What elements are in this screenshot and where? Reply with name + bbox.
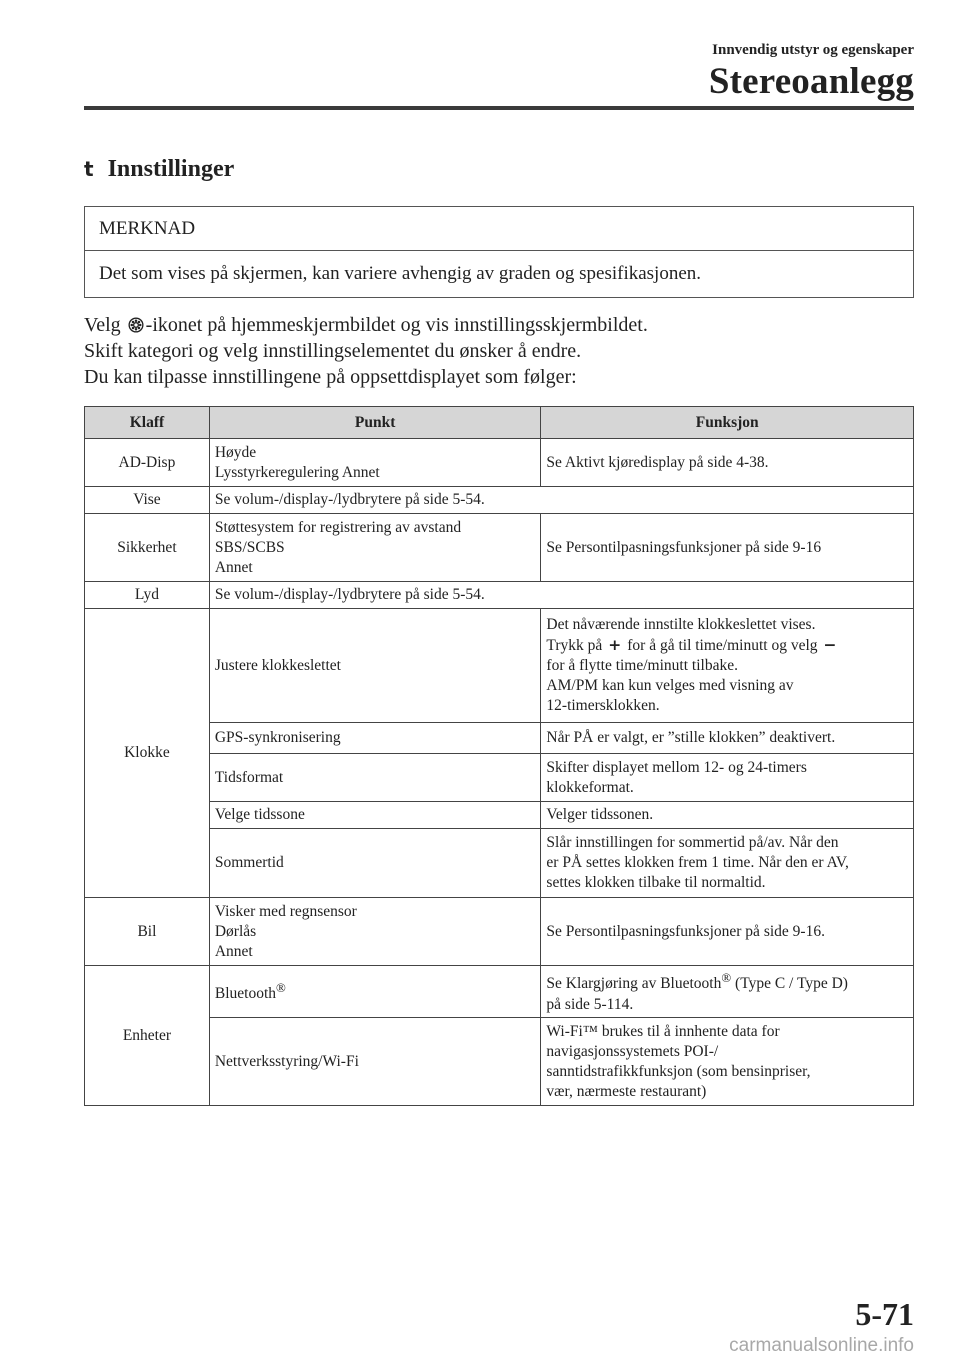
item-cell: Velge tidssone	[209, 802, 541, 829]
function-cell: Se Persontilpasningsfunksjoner på side 9-16.	[541, 898, 914, 966]
settings-table	[84, 406, 914, 1106]
function-cell	[541, 754, 914, 802]
column-header-funksjon: Funksjon	[541, 407, 914, 439]
item-cell	[209, 898, 541, 966]
intro-line-1-before: Velg	[84, 314, 126, 336]
function-line: settes klokken tilbake til normaltid.	[546, 874, 766, 891]
item-line: Annet	[214, 558, 253, 576]
function-cell	[541, 829, 914, 898]
intro-line-1-after: -ikonet på hjemmeskjermbildet og vis innstillingsskjermbildet.	[145, 314, 648, 336]
item-cell: Sommertid	[209, 829, 541, 898]
function-line: navigasjonssystemets POI-/	[546, 1042, 719, 1060]
function-line	[546, 635, 908, 656]
function-line: Wi-Fi™ brukes til å innhente data for	[546, 1022, 780, 1040]
function-cell: Velger tidssonen.	[541, 802, 914, 829]
item-text: Bluetooth	[214, 985, 276, 1003]
table-row	[85, 487, 914, 514]
table-row	[85, 754, 914, 802]
function-line: Slår innstillingen for sommertid på/av. Når den	[546, 834, 839, 851]
function-cell	[541, 609, 914, 723]
page-number: 5-71	[855, 1296, 914, 1332]
item-cell: Tidsformat	[209, 754, 541, 802]
function-cell: Når PÅ er valgt, er ”stille klokken” deaktivert.	[541, 723, 914, 754]
function-cell	[541, 966, 914, 1018]
registered-mark: ®	[276, 980, 286, 996]
function-line: klokkeformat.	[546, 778, 634, 796]
function-line	[546, 968, 908, 994]
item-cell: GPS-synkronisering	[209, 723, 541, 754]
tab-cell: Vise	[85, 487, 210, 514]
function-line: Det nåværende innstilte klokkeslettet vises.	[546, 616, 816, 633]
intro-line-3: Du kan tilpasse innstillingene på oppsettdisplayet som følger:	[84, 366, 577, 388]
tab-cell: Lyd	[85, 582, 210, 609]
section-marker: t	[84, 157, 94, 181]
note-text: Det som vises på skjermen, kan variere avhengig av graden og spesifikasjonen.	[99, 263, 702, 284]
intro-line-1	[84, 312, 648, 338]
section-heading	[84, 156, 234, 183]
item-line: Lysstyrkeregulering Annet	[214, 463, 380, 481]
merged-cell: Se volum-/display-/lydbrytere på side 5-54.	[209, 582, 913, 609]
item-cell: Nettverksstyring/Wi-Fi	[209, 1018, 541, 1106]
table-row	[85, 514, 914, 582]
item-cell: Justere klokkeslettet	[209, 609, 541, 723]
column-header-punkt: Punkt	[209, 407, 541, 439]
function-line: vær, nærmeste restaurant)	[546, 1082, 707, 1100]
function-cell: Se Aktivt kjøredisplay på side 4-38.	[541, 439, 914, 487]
item-cell	[209, 966, 541, 1018]
item-cell	[209, 514, 541, 582]
tab-cell: AD-Disp	[85, 439, 210, 487]
table-row	[85, 966, 914, 1018]
table-row	[85, 723, 914, 754]
note-heading: MERKNAD	[85, 207, 913, 251]
item-line: Visker med regnsensor	[214, 902, 357, 920]
item-line: Høyde	[214, 443, 257, 461]
function-cell	[541, 1018, 914, 1106]
tab-cell: Enheter	[85, 966, 210, 1106]
gear-icon	[127, 316, 145, 334]
section-title: Innstillinger	[107, 156, 235, 182]
minus-icon: −	[823, 636, 837, 654]
function-line: 12-timersklokken.	[546, 697, 660, 714]
function-line: sanntidstrafikkfunksjon (som bensinpriser,	[546, 1062, 811, 1080]
tab-cell: Bil	[85, 898, 210, 966]
function-line: er PÅ settes klokken frem 1 time. Når den er AV,	[546, 854, 849, 871]
table-row	[85, 898, 914, 966]
item-line: Annet	[214, 942, 253, 960]
header-rule	[84, 106, 914, 110]
function-line: Skifter displayet mellom 12- og 24-timers	[546, 758, 807, 776]
item-line: SBS/SCBS	[214, 538, 285, 556]
table-header-row	[85, 407, 914, 439]
tab-cell: Klokke	[85, 609, 210, 898]
function-text: (Type C / Type D)	[731, 975, 848, 993]
function-line: AM/PM kan kun velges med visning av	[546, 677, 794, 694]
tab-cell: Sikkerhet	[85, 514, 210, 582]
table-row	[85, 439, 914, 487]
table-row	[85, 1018, 914, 1106]
function-line: for å flytte time/minutt tilbake.	[546, 657, 738, 674]
item-line: Dørlås	[214, 922, 257, 940]
item-line: Støttesystem for registrering av avstand	[214, 518, 462, 536]
note-box	[84, 206, 914, 298]
watermark: carmanualsonline.info	[729, 1335, 914, 1356]
function-text: for å gå til time/minutt og velg	[627, 637, 818, 654]
function-text: Trykk på	[546, 637, 603, 654]
intro-text	[84, 312, 648, 390]
header-subtitle: Innvendig utstyr og egenskaper	[712, 42, 914, 58]
header-title: Stereoanlegg	[708, 61, 914, 102]
column-header-klaff: Klaff	[85, 407, 210, 439]
function-text: Se Klargjøring av Bluetooth	[546, 975, 722, 993]
table-row	[85, 609, 914, 723]
function-line: på side 5-114.	[546, 995, 634, 1013]
item-cell	[209, 439, 541, 487]
intro-line-2: Skift kategori og velg innstillingselementet du ønsker å endre.	[84, 340, 582, 362]
table-row	[85, 829, 914, 898]
merged-cell: Se volum-/display-/lydbrytere på side 5-54.	[209, 487, 913, 514]
plus-icon: +	[608, 636, 622, 654]
table-row	[85, 802, 914, 829]
registered-mark: ®	[721, 970, 732, 986]
function-cell: Se Persontilpasningsfunksjoner på side 9-16	[541, 514, 914, 582]
table-row	[85, 582, 914, 609]
